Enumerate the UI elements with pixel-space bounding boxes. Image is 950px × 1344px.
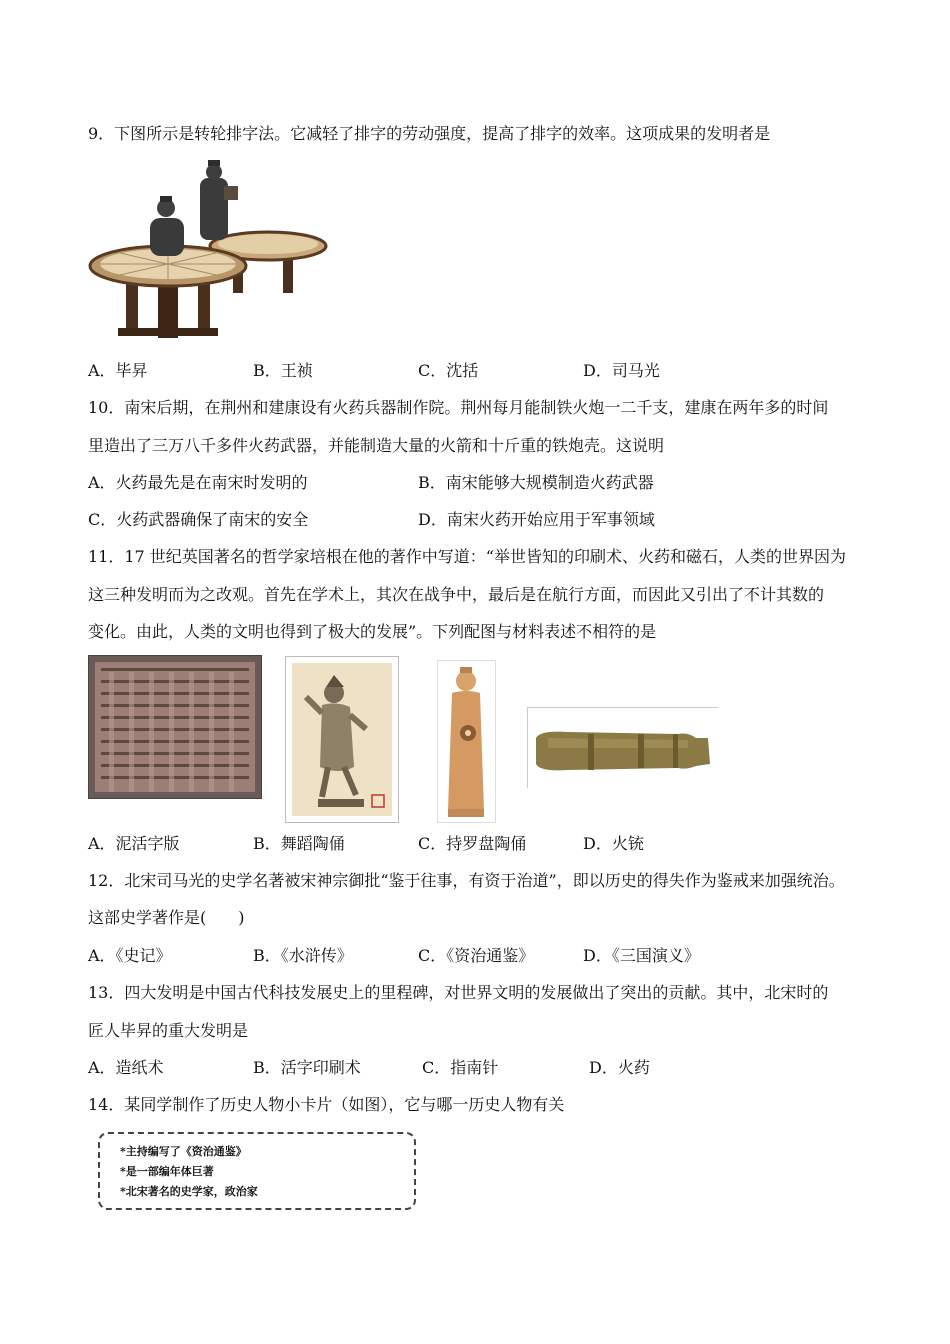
q12-option-d[interactable]: D．《三国演义》 [583, 946, 700, 965]
q12-stem-line-2: 这部史学著作是( ) [88, 908, 245, 927]
card-line-1: *主持编写了《资治通鉴》 [120, 1145, 247, 1158]
q10-option-d[interactable]: D．南宋火药开始应用于军事领域 [418, 510, 655, 529]
q11-option-b[interactable]: B．舞蹈陶俑 [253, 834, 345, 853]
q13-stem-line-1: 13．四大发明是中国古代科技发展史上的里程碑，对世界文明的发展做出了突出的贡献。其中，北宋时的 [88, 983, 829, 1002]
q9-option-c[interactable]: C．沈括 [418, 361, 479, 380]
q12-stem-line-1: 12．北宋司马光的史学名著被宋神宗御批“鉴于往事，有资于治道”，即以历史的得失作为鉴戒来加强统治。 [88, 871, 845, 890]
q9-option-b[interactable]: B．王祯 [253, 361, 313, 380]
q12-option-a[interactable]: A．《史记》 [88, 946, 172, 965]
q10-stem-line-2: 里造出了三万八千多件火药武器，并能制造大量的火箭和十斤重的铁炮壳。这说明 [88, 436, 665, 455]
q11-stem-line-1: 11．17 世纪英国著名的哲学家培根在他的著作中写道：“举世皆知的印刷术、火药和磁石，人类的世界因为 [88, 547, 846, 566]
fire-gun-image [527, 707, 718, 788]
q13-stem-line-2: 匠人毕昇的重大发明是 [88, 1021, 249, 1040]
q12-option-c[interactable]: C．《资治通鉴》 [418, 946, 535, 965]
q13-option-a[interactable]: A．造纸术 [88, 1058, 164, 1077]
q10-stem-line-1: 10．南宋后期，在荆州和建康设有火药兵器制作院。荆州每月能制铁火炮一二千支，建康在两年多的时间 [88, 398, 829, 417]
q12-option-b[interactable]: B．《水浒传》 [253, 946, 353, 965]
compass-holding-pottery-figure-image [437, 660, 496, 823]
q13-option-d[interactable]: D．火药 [589, 1058, 650, 1077]
dancing-pottery-figure-image [285, 656, 399, 823]
card-line-3: *北宋著名的史学家，政治家 [120, 1185, 258, 1198]
q9-stem: 9．下图所示是转轮排字法。它减轻了排字的劳动强度，提高了排字的效率。这项成果的发明者是 [88, 124, 771, 143]
q13-option-b[interactable]: B．活字印刷术 [253, 1058, 361, 1077]
q10-option-b[interactable]: B．南宋能够大规模制造火药武器 [418, 473, 654, 492]
q13-option-c[interactable]: C．指南针 [422, 1058, 499, 1077]
q9-option-a[interactable]: A．毕昇 [88, 361, 148, 380]
q10-option-a[interactable]: A．火药最先是在南宋时发明的 [88, 473, 308, 492]
q9-option-d[interactable]: D．司马光 [583, 361, 660, 380]
q14-stem: 14．某同学制作了历史人物小卡片（如图），它与哪一历史人物有关 [88, 1095, 565, 1114]
q11-option-a[interactable]: A．泥活字版 [88, 834, 180, 853]
q11-option-c[interactable]: C．持罗盘陶俑 [418, 834, 527, 853]
q10-option-c[interactable]: C．火药武器确保了南宋的安全 [88, 510, 309, 529]
q11-stem-line-2: 这三种发明而为之改观。首先在学术上，其次在战争中，最后是在航行方面，而因此又引出了不计其数的 [88, 585, 825, 604]
clay-type-plate-image [88, 655, 262, 799]
history-figure-card [98, 1132, 416, 1210]
card-line-2: *是一部编年体巨著 [120, 1165, 214, 1178]
rotating-type-table-image [88, 158, 328, 343]
q11-stem-line-3: 变化。由此，人类的文明也得到了极大的发展”。下列配图与材料表述不相符的是 [88, 622, 657, 641]
q11-option-d[interactable]: D．火铳 [583, 834, 644, 853]
